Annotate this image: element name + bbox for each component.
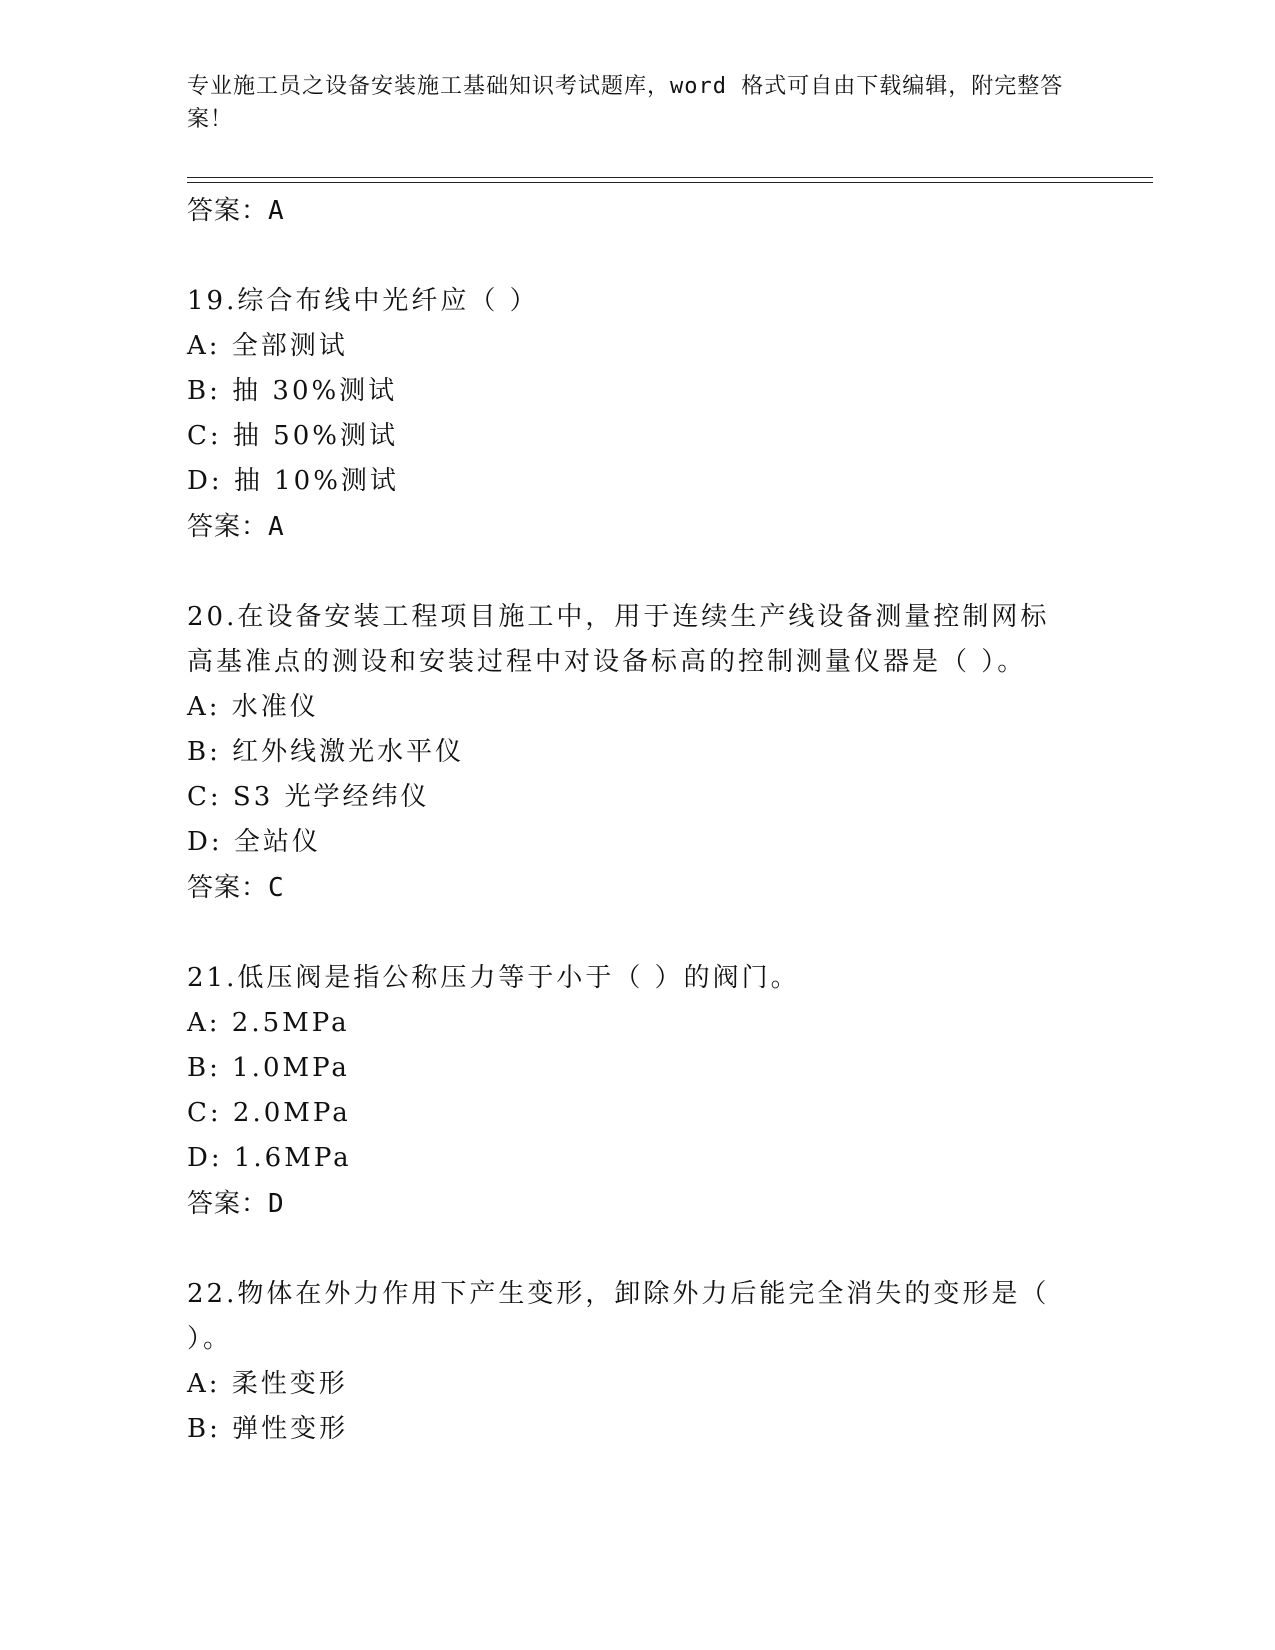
question-20 [187, 595, 1087, 911]
option-d: D: 1.6MPa [187, 1143, 352, 1173]
question-stem: 22.物体在外力作用下产生变形，卸除外力后能完全消失的变形是（ ）。 [187, 1279, 1050, 1354]
answer-line: 答案：A [187, 196, 285, 226]
question-22 [187, 1272, 1087, 1452]
question-stem: 19.综合布线中光纤应（ ） [187, 286, 539, 316]
header-divider-bottom [187, 182, 1153, 183]
option-b: B: 红外线激光水平仪 [187, 737, 465, 767]
option-a: A: 全部测试 [187, 331, 348, 361]
answer-line: 答案：D [187, 1189, 285, 1219]
question-content [187, 188, 1087, 1452]
option-c: C: 2.0MPa [187, 1098, 351, 1128]
option-b: B: 抽 30%测试 [187, 376, 398, 406]
option-b: B: 弹性变形 [187, 1414, 349, 1444]
document-header [187, 70, 1067, 136]
answer-line: 答案：C [187, 873, 285, 903]
question-stem: 20.在设备安装工程项目施工中，用于连续生产线设备测量控制网标高基准点的测设和安装过程中对设备标高的控制测量仪器是（ ）。 [187, 602, 1050, 677]
option-c: C: 抽 50%测试 [187, 421, 398, 451]
option-d: D: 抽 10%测试 [187, 466, 399, 496]
option-a: A: 2.5MPa [187, 1008, 350, 1038]
option-b: B: 1.0MPa [187, 1053, 350, 1083]
option-a: A: 水准仪 [187, 692, 319, 722]
question-21 [187, 956, 1087, 1227]
header-divider-top [187, 177, 1153, 178]
question-19 [187, 279, 1087, 550]
option-a: A: 柔性变形 [187, 1369, 348, 1399]
question-stem: 21.低压阀是指公称压力等于小于（ ）的阀门。 [187, 963, 800, 993]
option-c: C: S3 光学经纬仪 [187, 782, 430, 812]
header-text: 专业施工员之设备安装施工基础知识考试题库，word 格式可自由下载编辑，附完整答案！ [187, 74, 1064, 132]
option-d: D: 全站仪 [187, 827, 321, 857]
answer-line: 答案：A [187, 512, 285, 542]
